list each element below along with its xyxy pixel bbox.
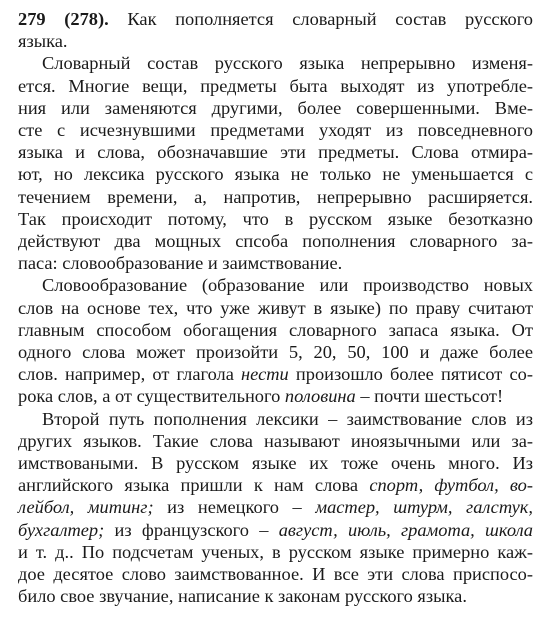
text-segment: и т. д.. По подсчетам ученых, в русском языке примерно каж- xyxy=(18,541,533,562)
text-segment: било свое звучание, написание к законам русского языка. xyxy=(18,586,467,607)
text-segment: главным способом обогащения словарного запаса языка. От xyxy=(18,319,533,340)
exercise-heading xyxy=(18,8,533,52)
text-line xyxy=(18,52,533,74)
text-segment: из французского – xyxy=(104,519,279,540)
text-segment: ния или заменяются другими, более совершенными. Вме- xyxy=(18,97,533,118)
text-segment: из немецкого – xyxy=(153,497,316,518)
paragraph xyxy=(18,408,533,608)
text-line xyxy=(18,297,533,319)
text-segment: ют, но лексика русского языка не только не уменьшается с xyxy=(18,164,533,185)
text-segment: Словарный состав русского языка непрерывно изменя- xyxy=(42,53,533,74)
exercise-number: 279 (278). xyxy=(18,9,109,29)
text-line xyxy=(18,452,533,474)
text-segment: паса: словообразование и заимствование. xyxy=(18,253,343,274)
text-line xyxy=(18,141,533,163)
text-segment: английского языка пришли к нам слова xyxy=(18,475,370,496)
paragraph xyxy=(18,52,533,274)
exercise-title-part-2: языка. xyxy=(18,31,68,52)
document-page xyxy=(18,8,533,607)
italic-example-words: лейбол, митинг; xyxy=(18,497,154,518)
text-line xyxy=(18,585,533,607)
text-segment: других языков. Такие слова называют иноязычными или за- xyxy=(18,430,533,451)
text-line xyxy=(18,208,533,230)
text-line xyxy=(18,496,533,518)
text-line xyxy=(18,341,533,363)
text-segment: действуют два мощных спсоба пополнения словарного за- xyxy=(18,231,533,252)
text-segment: Так происходит потому, что в русском языке безотказно xyxy=(18,208,533,229)
italic-example-words: спорт, футбол, во- xyxy=(369,475,533,496)
text-segment: – почти шестьсот! xyxy=(355,386,504,407)
text-line xyxy=(18,252,533,274)
text-line xyxy=(18,385,533,407)
text-segment: слов. например, от глагола xyxy=(18,364,242,385)
text-line xyxy=(18,541,533,563)
text-segment: имствоваными. В русском языке их тоже очень много. Из xyxy=(18,453,533,474)
text-segment: ется. Многие вещи, предметы быта выходят из употребле- xyxy=(18,75,533,96)
italic-example-words: нести xyxy=(241,364,289,385)
exercise-text xyxy=(18,52,533,607)
text-segment: одного слова может произойти 5, 20, 50, 100 и даже более xyxy=(18,342,533,363)
text-segment: Словообразование (образование или производство новых xyxy=(42,275,533,296)
text-segment: Второй путь пополнения лексики – заимствование слов из xyxy=(42,408,533,429)
text-line xyxy=(18,186,533,208)
text-line xyxy=(18,97,533,119)
text-segment: языка и слова, обозначавшие эти предметы. Слова отмира- xyxy=(18,142,533,163)
text-line xyxy=(18,519,533,541)
text-line xyxy=(18,363,533,385)
text-line xyxy=(18,563,533,585)
text-line xyxy=(18,474,533,496)
heading-line-2 xyxy=(18,30,533,52)
text-segment: слов на основе тех, что уже живут в языке) по праву считают xyxy=(18,297,533,318)
italic-example-words: бухгалтер; xyxy=(18,519,105,540)
text-segment: произошло более пятисот со- xyxy=(288,364,533,385)
italic-example-words: половина xyxy=(284,386,356,407)
text-segment: дое десятое слово заимствованное. И все эти слова приспосо- xyxy=(18,564,533,585)
text-segment: сте с исчезнувшими предметами уходят из повседневного xyxy=(18,120,533,141)
exercise-title-part-1: Как пополняется словарный состав русского xyxy=(127,9,533,29)
text-line xyxy=(18,319,533,341)
text-segment: рока слов, а от существительного xyxy=(18,386,285,407)
text-line xyxy=(18,408,533,430)
text-line xyxy=(18,163,533,185)
text-line xyxy=(18,75,533,97)
italic-example-words: август, июль, грамота, школа xyxy=(278,519,534,540)
italic-example-words: мастер, штурм, галстук, xyxy=(315,497,534,518)
heading-line-1 xyxy=(18,8,533,30)
text-segment: течением времени, а, напротив, непрерывно расширяется. xyxy=(18,186,533,207)
paragraph xyxy=(18,274,533,407)
text-line xyxy=(18,119,533,141)
text-line xyxy=(18,274,533,296)
text-line xyxy=(18,230,533,252)
text-line xyxy=(18,430,533,452)
